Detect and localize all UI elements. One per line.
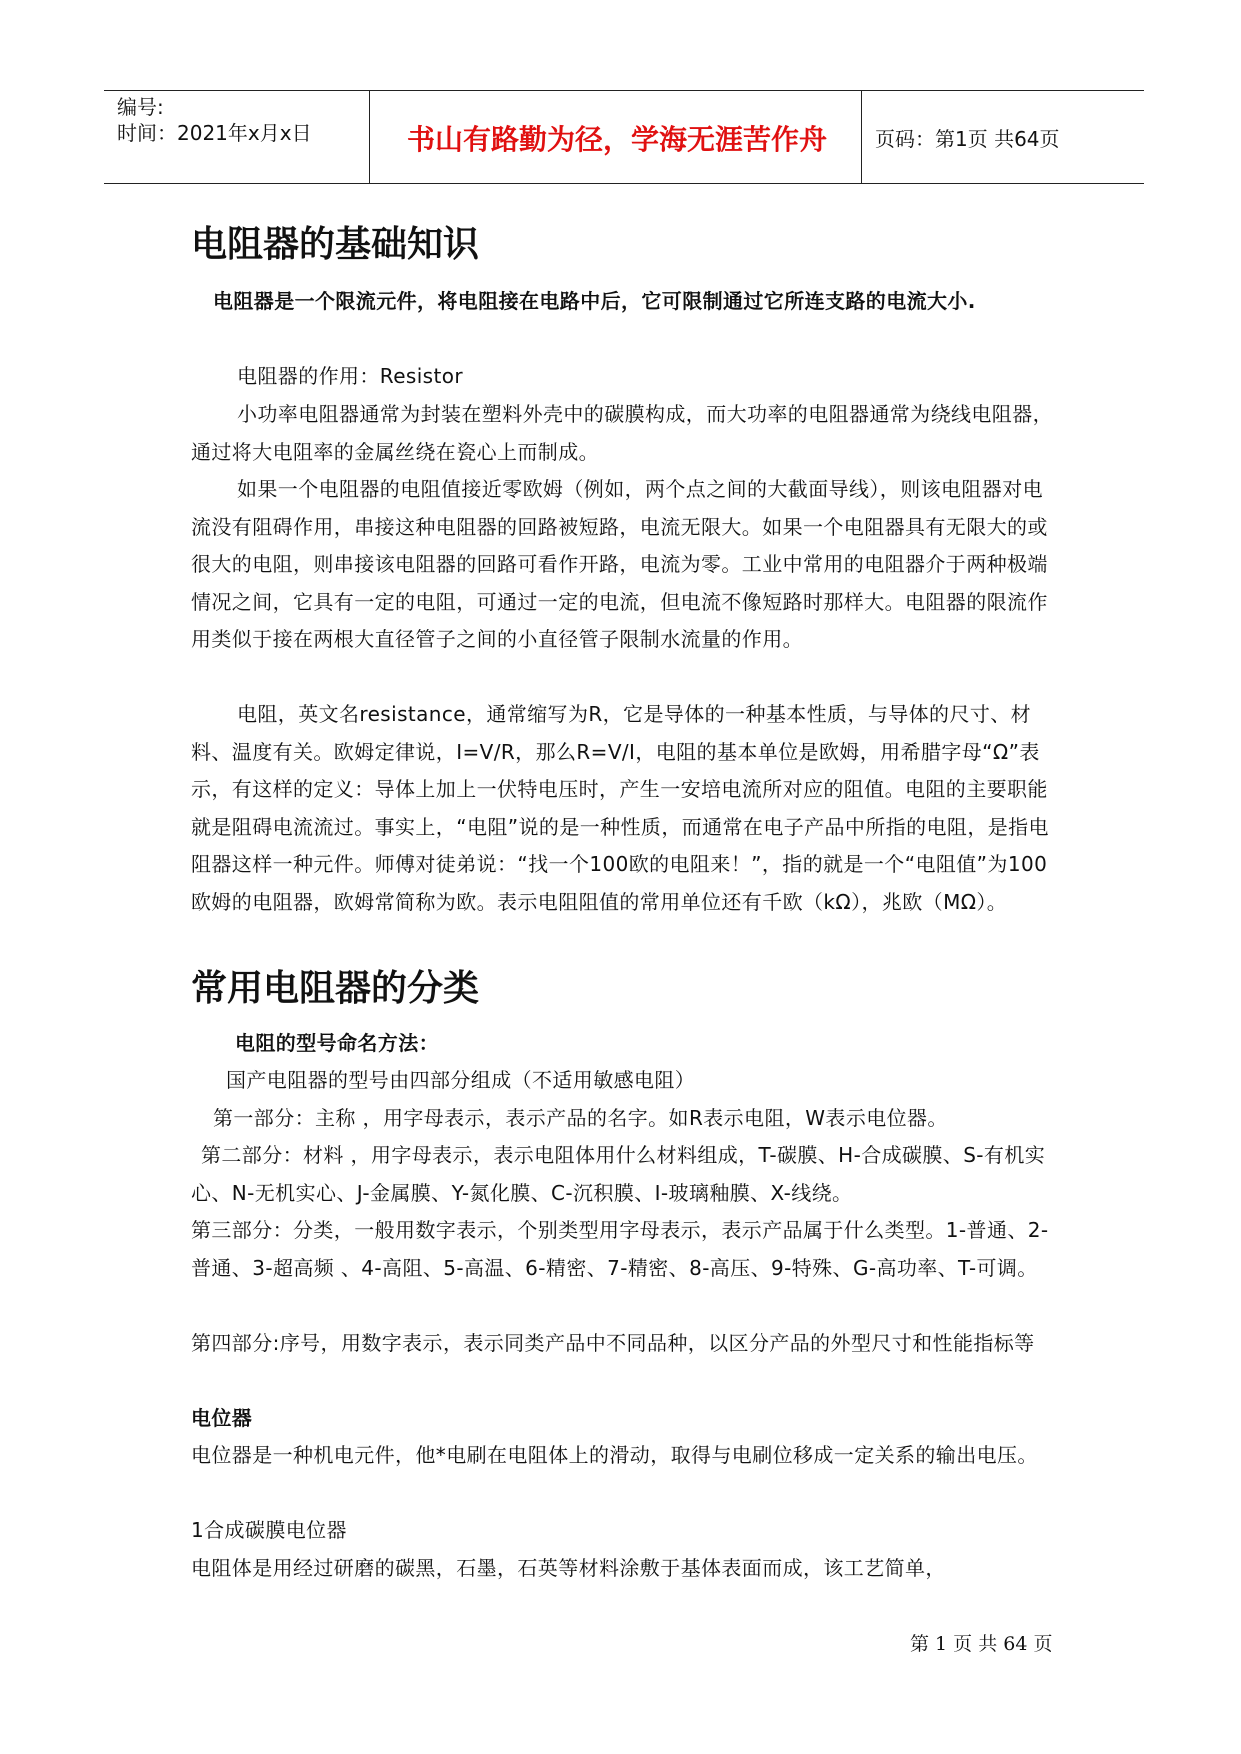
page-footer: 第 1 页 共 64 页 bbox=[910, 1633, 1053, 1655]
role-line: 电阻器的作用：Resistor bbox=[237, 364, 463, 388]
section-title-basics: 电阻器的基础知识 bbox=[191, 224, 480, 265]
paragraph-zero-ohm: 如果一个电阻器的电阻值接近零欧姆（例如，两个点之间的大截面导线），则该电阻器对电流没有阻碍作用，串接这种电阻器的回路被短路，电流无限大。如果一个电阻器具有无限大的或很大的电阻，则串接该电阻器的回路可看作开路，电流为零。工业中常用的电阻器介于两种极端情况之间，它具有一定的电阻，可通过一定的电流，但电流不像短路时那样大。电阻器的限流作用类似于接在两根大直径管子之间的小直径管子限制水流量的作用。 bbox=[191, 477, 1048, 651]
header-top-rule bbox=[104, 90, 1144, 91]
naming-part-1: 第一部分：主称 ，用字母表示，表示产品的名字。如R表示电阻，W表示电位器。 bbox=[213, 1106, 948, 1130]
paragraph-resistance: 电阻，英文名resistance，通常缩写为R，它是导体的一种基本性质，与导体的尺寸、材料、温度有关。欧姆定律说，I=V/R，那么R=V/I，电阻的基本单位是欧姆，用希腊字母“Ω”表示，有这样的定义：导体上加上一伏特电压时，产生一安培电流所对应的阻值。电阻的主要职能就是阻碍电流流过。事实上，“电阻”说的是一种性质，而通常在电子产品中所指的电阻，是指电阻器这样一种元件。师傅对徒弟说：“找一个100欧的电阻来！”，指的就是一个“电阻值”为100欧姆的电阻器，欧姆常简称为欧。表示电阻阻值的常用单位还有千欧（kΩ），兆欧（MΩ）。 bbox=[191, 702, 1049, 914]
header-motto: 书山有路勤为径，学海无涯苦作舟 bbox=[406, 123, 827, 156]
paragraph-carbon-film: 小功率电阻器通常为封装在塑料外壳中的碳膜构成，而大功率的电阻器通常为绕线电阻器，通过将大电阻率的金属丝绕在瓷心上而制成。 bbox=[191, 402, 1053, 464]
carbon-potentiometer-description: 电阻体是用经过研磨的碳黑，石墨，石英等材料涂敷于基体表面而成，该工艺简单， bbox=[191, 1556, 946, 1580]
carbon-potentiometer-title: 1合成碳膜电位器 bbox=[191, 1518, 347, 1542]
section-title-classification: 常用电阻器的分类 bbox=[191, 968, 480, 1009]
potentiometer-heading: 电位器 bbox=[191, 1406, 253, 1430]
naming-part-3: 第三部分：分类，一般用数字表示，个别类型用字母表示，表示产品属于什么类型。1-普通、2-普通、3-超高频 、4-高阻、5-高温、6-精密、7-精密、8-高压、9-特殊、G-高功率、T-可调。 bbox=[191, 1218, 1049, 1280]
header-time: 时间：2021年x月x日 bbox=[117, 121, 312, 145]
naming-intro: 国产电阻器的型号由四部分组成（不适用敏感电阻） bbox=[226, 1068, 696, 1092]
header-serial: 编号: bbox=[117, 95, 164, 119]
naming-part-2: 第二部分：材料 ，用字母表示，表示电阻体用什么材料组成，T-碳膜、H-合成碳膜、S-有机实心、N-无机实心、J-金属膜、Y-氮化膜、C-沉积膜、I-玻璃釉膜、X-线绕。 bbox=[191, 1143, 1046, 1205]
header-bottom-rule bbox=[104, 183, 1144, 184]
naming-heading: 电阻的型号命名方法： bbox=[235, 1031, 439, 1055]
naming-part-4: 第四部分:序号，用数字表示，表示同类产品中不同品种，以区分产品的外型尺寸和性能指标等 bbox=[191, 1331, 1035, 1355]
header-page-info: 页码：第1页 共64页 bbox=[875, 127, 1060, 151]
potentiometer-description: 电位器是一种机电元件，他*电刷在电阻体上的滑动，取得与电刷位移成一定关系的输出电压。 bbox=[191, 1443, 1038, 1467]
header-divider-left bbox=[369, 90, 370, 183]
intro-paragraph: 电阻器是一个限流元件，将电阻接在电路中后，它可限制通过它所连支路的电流大小. bbox=[213, 289, 976, 313]
